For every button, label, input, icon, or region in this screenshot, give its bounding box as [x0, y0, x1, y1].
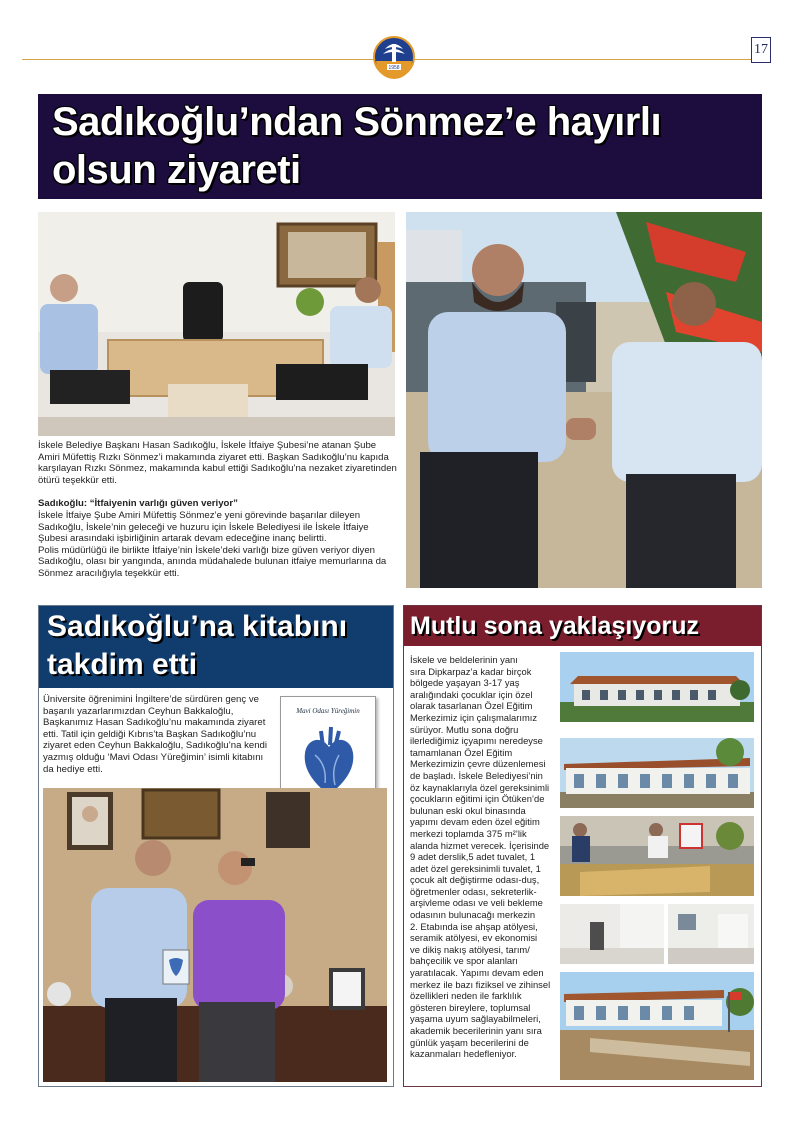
school-article-line: yaşama uyum sağlayabilmeleri, [410, 1013, 541, 1025]
school-article-line: arşivleme odası ve veli bekleme [410, 897, 543, 909]
book-gift-photo [43, 788, 387, 1082]
school-article-line: aralığındaki çocuklar için özel [410, 688, 533, 700]
school-article-line: adet özel gereksinimli tuvalet, 1 [410, 862, 541, 874]
school-article-body [410, 654, 562, 1060]
main-headline: Sadıkoğlu’ndan Sönmez’e hayırlı olsun ziyareti [52, 100, 662, 192]
main-article-intro: İskele Belediye Başkanı Hasan Sadıkoğlu, İskele İtfaiye Şubesi’ne atanan Şube Amiri Müfettiş Rızkı Sönmez’i makamında ziyaret etti. Başkan Sadıkoğlu’nu kapıda karşılayan Rızkı Sönmez, makamında kabul ettiği Sadıkoğlu’na nezaket ziyaretinden ötürü teşekkür etti. [38, 440, 397, 486]
school-article-line: yaratılacak. Yapımı devam eden [410, 967, 544, 979]
book-article-headline: Sadıkoğlu’na kitabını takdim etti [47, 610, 348, 681]
main-article-subhead: Sadıkoğlu: “İtfaiyenin varlığı güven veriyor” [38, 498, 238, 510]
school-article-line: de başladı. İskele Belediyesi’nin [410, 769, 543, 781]
school-article-line: olarak tasarlanan Özel Eğitim [410, 700, 533, 712]
school-article-line: alanda hizmet verecek. İçerisinde [410, 839, 550, 851]
municipality-logo [373, 35, 415, 85]
school-article-line: günlük yaşam becerilerini de [410, 1036, 529, 1048]
school-article-line: özellikleri neden ile farklılık [410, 990, 522, 1002]
school-article-line: seramik atölyesi, ev ekonomisi [410, 932, 538, 944]
school-article-line: 9 adet derslik,5 adet tuvalet, 1 [410, 851, 536, 863]
school-article-line: gösteren bireylere, toplumsal [410, 1001, 531, 1013]
school-article-line: sürüyor. Mutlu sona doğru [410, 723, 519, 735]
book-article-box [38, 605, 394, 1087]
heart-illustration [301, 725, 357, 797]
main-headline-banner [38, 94, 762, 199]
interior-room-photo-2 [668, 904, 754, 964]
interior-room-photo-1 [560, 904, 664, 964]
school-article-line: çocuk alt değiştirme odası-duş, [410, 874, 540, 886]
school-article-line: akademik becerilerinin yanı sıra [410, 1025, 542, 1036]
page-number: 17 [751, 37, 771, 63]
school-article-line: 2. Etabında ise ahşap atölyesi, [410, 920, 538, 932]
construction-work-photo [560, 816, 754, 896]
handshake-photo [406, 212, 762, 588]
school-exterior-photo-3 [560, 972, 754, 1080]
svg-text:1958: 1958 [388, 65, 400, 71]
school-article-line: Merkezimizin çevre düzenlemesi [410, 758, 546, 770]
school-article-line: bahçecilik ve spor alanları [410, 955, 518, 967]
office-visit-photo [38, 212, 395, 436]
school-exterior-photo-1 [560, 652, 754, 722]
book-cover-title: Mavi Odası Yüreğimin [296, 707, 360, 715]
school-article-line: öz kaynaklarıyla özel gereksinimli [410, 781, 550, 793]
book-article-header [39, 606, 393, 688]
school-article-line: bölgede yaşayan 3-17 yaş [410, 677, 520, 689]
school-article-line: çocukların eğitimi için Ötüken’de [410, 793, 545, 805]
school-article-line: merkez ile bazı fiziksel ve zihinsel [410, 978, 551, 990]
school-article-header [404, 606, 761, 646]
school-article-line: tamamlanan Özel Eğitim [410, 746, 513, 758]
main-article-body-2: Polis müdürlüğü ile birlikte İtfaiye’nin İskele’deki varlığı bize güven veriyor diyen Sadıkoğlu, olası bir yangında, anında müdahalede bulunan itfaiye memurlarına da Sönmez aracılığıyla teşekkür etti. [38, 544, 387, 579]
school-article-line: ve dikiş nakış atölyesi, tarım/ [410, 943, 530, 955]
school-article-line: öğretmenler odası, sekreterlik- [410, 885, 537, 897]
school-article-headline: Mutlu sona yaklaşıyoruz [410, 612, 699, 640]
school-article-box [403, 605, 762, 1087]
school-exterior-photo-2 [560, 738, 754, 808]
school-article-line: ilerlediğimiz içyapımı neredeyse [410, 735, 543, 747]
school-article-line: İskele ve beldelerinin yanı [410, 654, 518, 665]
school-article-line: bulunan eski okul binasında [410, 804, 526, 816]
school-article-line: Merkezimiz için çalışmalarımız [410, 711, 538, 723]
school-article-line: merkezi toplamda 375 m²’lik [410, 827, 527, 839]
main-article-text [38, 440, 398, 580]
main-article-body-1: İskele İtfaiye Şube Amiri Müfettiş Sönmez’e yeni görevinde başarılar dileyen Sadıkoğlu, İskele’nin geleceği ve huzuru için İskele Belediyesi ile İskele İtfaiye Şubesi arasındaki işbirliğinin artarak devam edeceğine inanç belirtti. [38, 509, 369, 545]
school-article-line: yapımı devam eden özel eğitim [410, 816, 540, 828]
school-article-line: kazanmaları hedefleniyor. [410, 1048, 517, 1060]
book-article-body: Üniversite öğrenimini İngiltere’de sürdüren genç ve başarılı yazarlarımızdan Ceyhun Bakkaloğlu, Başkanımız Hasan Sadıkoğlu’nu makamında ziyaret etti. Tatil için geldiği Kıbrıs’ta Başkan Sadıkoğlu’nu ziyaret eden Ceyhun Bakkaloğlu, Sadıkoğlu’na kendi yazmış olduğu ‘Mavi Odası Yüreğimin’ isimli kitabını da hediye etti. [43, 694, 268, 775]
school-article-line: sıra Dipkarpaz’a kadar birçok [410, 665, 532, 677]
school-article-line: odasının bulunacağı merkezin [410, 909, 536, 921]
